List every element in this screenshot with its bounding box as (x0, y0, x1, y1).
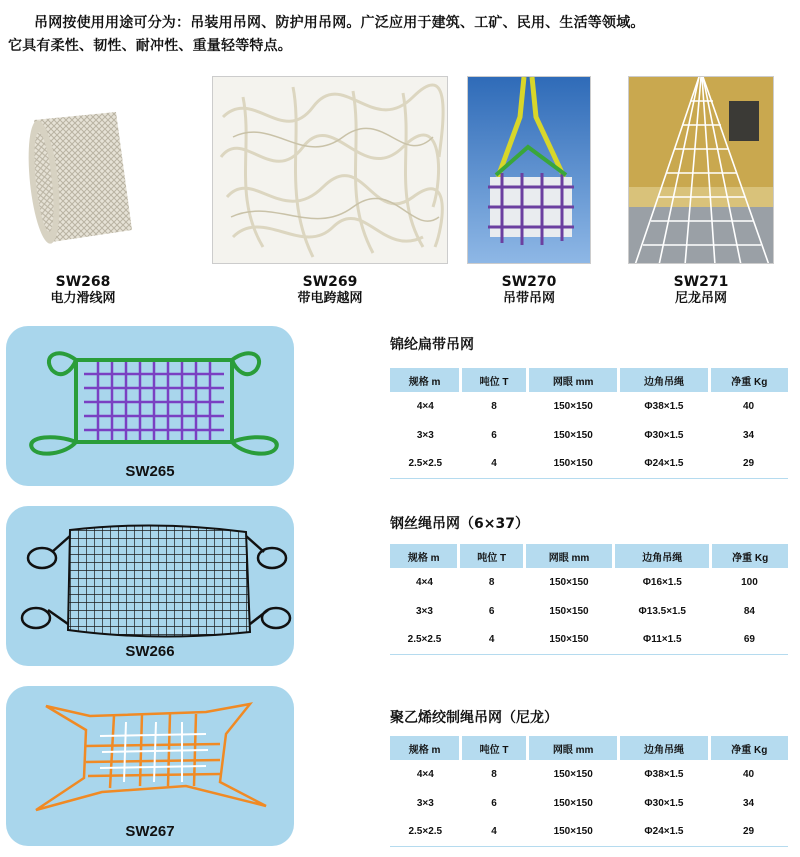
table-cell: 150×150 (553, 798, 593, 809)
table-row (390, 760, 788, 789)
column-header: 吨位 T (459, 544, 524, 568)
table-cell: 150×150 (553, 430, 593, 441)
table-cell: Φ38×1.5 (644, 769, 684, 780)
column-header: 网眼 mm (527, 368, 618, 392)
column-header: 规格 m (390, 736, 461, 760)
column-header: 边角吊绳 (614, 544, 711, 568)
table-cell: 4 (461, 450, 528, 478)
table-cell: 100 (741, 577, 758, 588)
table-cell: 69 (711, 626, 788, 654)
table-cell: Φ24×1.5 (619, 818, 709, 846)
column-header: 净重 Kg (709, 368, 788, 392)
table-header-row (390, 736, 788, 760)
intro-text (8, 12, 794, 58)
table-row (390, 450, 788, 478)
table-cell: 6 (491, 430, 497, 441)
table-cell: 8 (491, 769, 497, 780)
spec-table-polyethylene-rope (390, 736, 788, 847)
table-title: 锦纶扁带吊网 (390, 337, 474, 353)
spec-table-wire-rope (390, 544, 788, 655)
table-header-row (390, 368, 788, 392)
table-row (390, 421, 788, 450)
table-row (390, 818, 788, 846)
rope-net-illustration (6, 686, 294, 826)
table-cell: 84 (743, 606, 755, 617)
wire-rope-net-illustration (6, 506, 294, 646)
table-cell: 4×4 (416, 401, 434, 412)
product-code: SW268 (55, 274, 111, 290)
product-name: 尼龙吊网 (674, 291, 727, 306)
column-header: 网眼 mm (527, 736, 618, 760)
table-cell: Φ11×1.5 (614, 626, 711, 654)
product-code: SW270 (501, 274, 557, 290)
column-header: 边角吊绳 (619, 368, 709, 392)
panel-code: SW267 (125, 823, 175, 840)
table-cell: 150×150 (527, 818, 618, 846)
table-cell: Φ16×1.5 (642, 577, 682, 588)
panel-sw267 (6, 686, 294, 846)
table-cell: 2.5×2.5 (390, 626, 459, 654)
table-cell: 8 (488, 577, 495, 588)
table-cell: 4×4 (416, 577, 433, 588)
table-cell: 150×150 (549, 577, 589, 588)
table-cell: 29 (709, 818, 788, 846)
net-roll-photo (24, 90, 142, 260)
product-sw270 (467, 76, 591, 308)
table-cell: 3×3 (416, 606, 433, 617)
table-cell: Φ13.5×1.5 (638, 606, 686, 617)
column-header: 吨位 T (461, 368, 528, 392)
table-title: 聚乙烯绞制绳吊网（尼龙） (390, 710, 558, 726)
column-header: 净重 Kg (709, 736, 788, 760)
webbing-net-illustration (6, 326, 294, 466)
product-name: 吊带吊网 (502, 291, 555, 306)
table-cell: 29 (709, 450, 788, 478)
product-name: 电力滑线网 (50, 291, 116, 306)
panel-code: SW265 (125, 463, 175, 480)
table-cell: 4 (459, 626, 524, 654)
table-cell: 8 (491, 401, 497, 412)
intro-line-2: 它具有柔性、韧性、耐冲性、重量轻等特点。 (8, 38, 292, 54)
table-cell: 4 (461, 818, 528, 846)
table-cell: Φ24×1.5 (619, 450, 709, 478)
product-sw268 (24, 76, 142, 308)
column-header: 净重 Kg (711, 544, 788, 568)
table-title: 钢丝绳吊网（6×37） (390, 516, 529, 532)
sling-net-photo (468, 77, 591, 264)
table-cell: 150×150 (553, 401, 593, 412)
rope-net-photo (213, 77, 448, 264)
table-cell: 3×3 (416, 430, 434, 441)
table-row (390, 789, 788, 818)
table-row (390, 597, 788, 626)
intro-line-1: 吊网按使用用途可分为：吊装用吊网、防护用吊网。广泛应用于建筑、工矿、民用、生活等领域。 (34, 15, 645, 31)
table-cell: 3×3 (416, 798, 434, 809)
table-cell: 6 (491, 798, 497, 809)
product-sw271 (628, 76, 774, 308)
product-name: 带电跨越网 (297, 291, 363, 306)
column-header: 网眼 mm (524, 544, 613, 568)
column-header: 规格 m (390, 368, 461, 392)
table-cell: 150×150 (527, 450, 618, 478)
table-cell: 34 (742, 430, 755, 441)
spec-table-nylon-webbing (390, 368, 788, 479)
column-header: 吨位 T (461, 736, 528, 760)
table-cell: 4×4 (416, 769, 434, 780)
panel-sw266 (6, 506, 294, 666)
column-header: 规格 m (390, 544, 459, 568)
nylon-net-photo (629, 77, 774, 264)
table-cell: 6 (488, 606, 495, 617)
table-cell: Φ30×1.5 (644, 798, 684, 809)
table-cell: 40 (742, 401, 755, 412)
product-code: SW269 (302, 274, 358, 290)
column-header: 边角吊绳 (619, 736, 709, 760)
table-row (390, 392, 788, 421)
product-code: SW271 (673, 274, 729, 290)
table-row (390, 568, 788, 597)
table-cell: 34 (742, 798, 755, 809)
table-cell: Φ30×1.5 (644, 430, 684, 441)
table-cell: 2.5×2.5 (390, 450, 461, 478)
table-cell: 150×150 (549, 606, 589, 617)
table-cell: Φ38×1.5 (644, 401, 684, 412)
table-cell: 40 (742, 769, 755, 780)
table-row (390, 626, 788, 654)
product-sw269 (210, 76, 450, 308)
table-cell: 2.5×2.5 (390, 818, 461, 846)
table-header-row (390, 544, 788, 568)
table-cell: 150×150 (524, 626, 613, 654)
panel-sw265 (6, 326, 294, 486)
panel-code: SW266 (125, 643, 175, 660)
table-cell: 150×150 (553, 769, 593, 780)
